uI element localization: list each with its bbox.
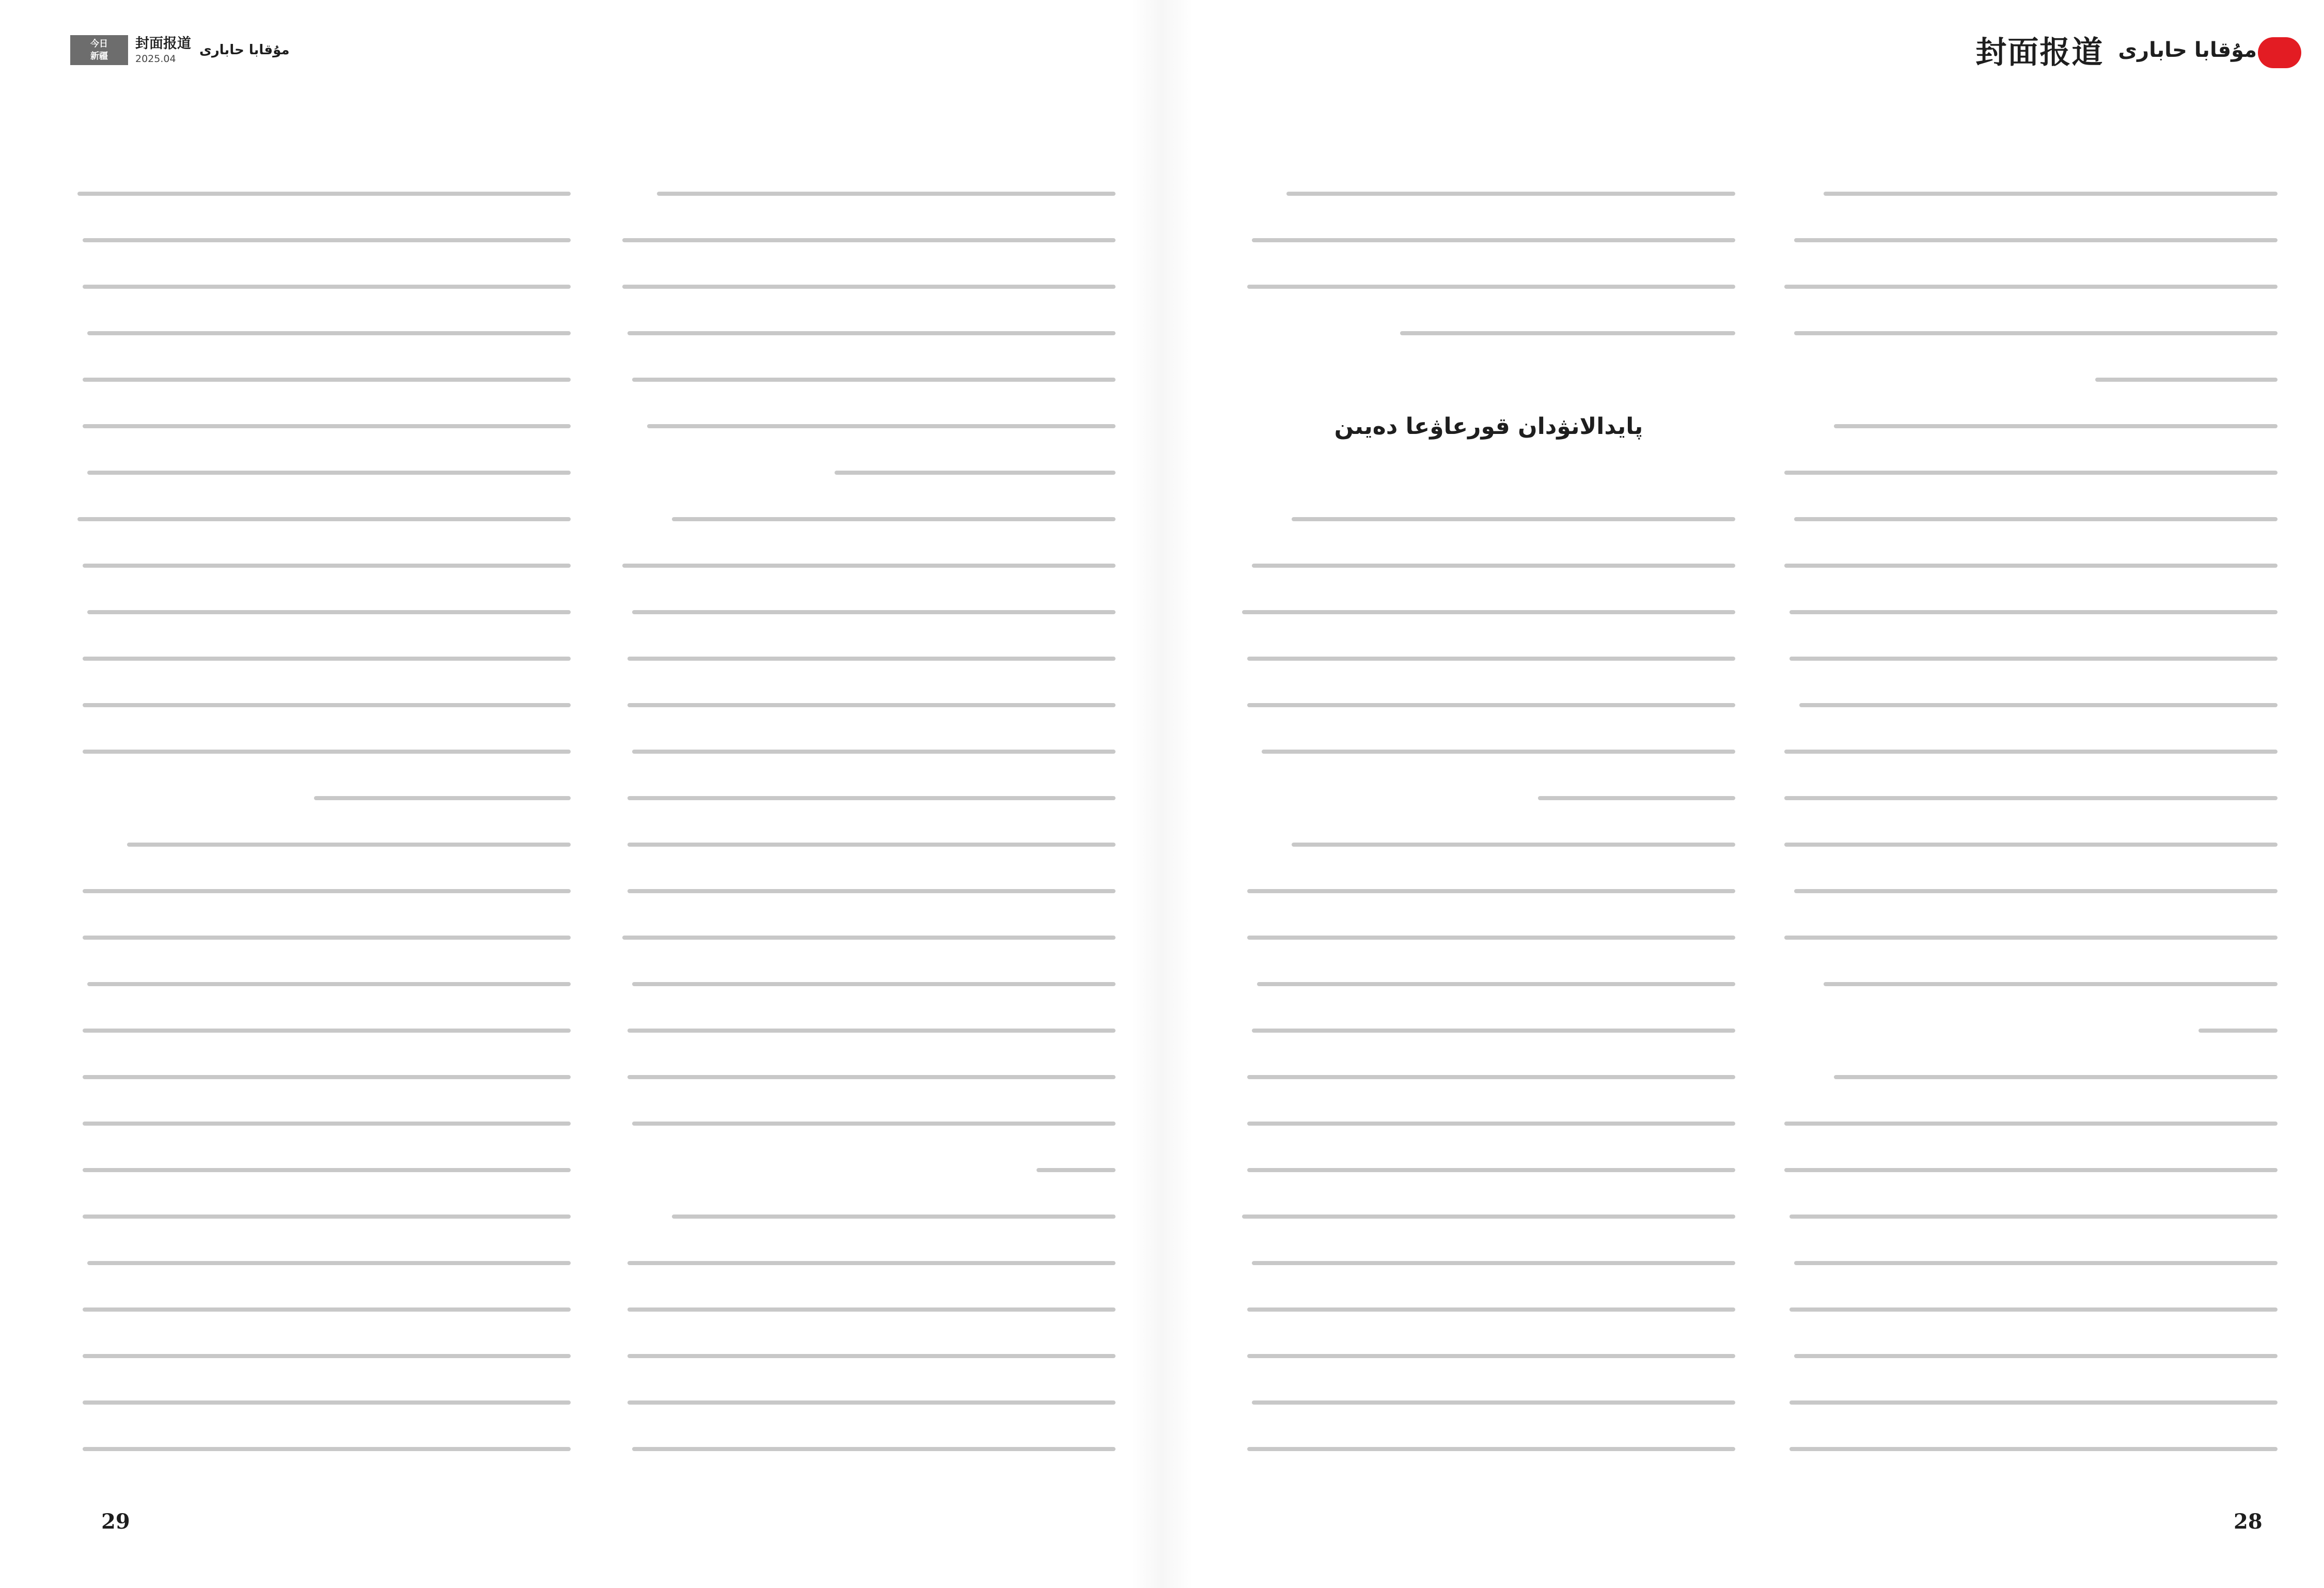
- magazine-logo-line1: 今日: [90, 39, 108, 49]
- paragraph: [1784, 170, 2278, 403]
- header-right-section-name: مۇقابا حاباری: [2118, 38, 2257, 62]
- page-number-right: 28: [2234, 1509, 2263, 1534]
- spacer: [1242, 356, 1735, 403]
- header-left-section-name: مۇقابا حاباری: [199, 42, 290, 58]
- paragraph-text: [1784, 170, 2278, 403]
- paragraph-text: [1784, 1054, 2278, 1493]
- paragraph: [1242, 821, 1735, 1493]
- paragraph-text: [622, 170, 1116, 496]
- paragraph-text: [622, 1193, 1116, 1493]
- issue-date: 2025.04: [135, 53, 176, 65]
- section-heading: [1242, 403, 1735, 449]
- header-right-section-title: 封面报道: [1975, 35, 2104, 71]
- section-heading-text: پايدالانۋدان قورعاۋعا دەيىن: [1334, 413, 1643, 440]
- spread-gutter: [1131, 0, 1193, 1588]
- paragraph: [1784, 1054, 2278, 1493]
- paragraph-text: [1242, 821, 1735, 1493]
- paragraph: [1242, 496, 1735, 821]
- paragraph: [622, 1193, 1116, 1493]
- running-header-right: [1975, 32, 2280, 71]
- paragraph: [1242, 170, 1735, 356]
- header-left-title: [135, 35, 191, 65]
- paragraph-text: [77, 170, 571, 821]
- paragraph-text: [622, 496, 1116, 1193]
- text-column-1: [1784, 170, 2278, 1493]
- paragraph-text: [1784, 403, 2278, 1054]
- spacer: [1242, 449, 1735, 496]
- page-number-left: 29: [101, 1509, 130, 1534]
- header-red-tab: [2258, 37, 2301, 68]
- paragraph: [1784, 403, 2278, 1054]
- paragraph: [77, 821, 571, 1493]
- paragraph-text: [1242, 496, 1735, 821]
- paragraph: [77, 170, 571, 821]
- text-column-4: [77, 170, 571, 1493]
- text-column-2: [1242, 170, 1735, 1493]
- magazine-logo: [70, 35, 128, 65]
- running-header-left: [70, 32, 290, 68]
- paragraph: [622, 170, 1116, 496]
- magazine-logo-line2: 新疆: [90, 51, 108, 61]
- text-column-3: [622, 170, 1116, 1493]
- paragraph-text: [1242, 170, 1735, 356]
- paragraph: [622, 496, 1116, 1193]
- header-left-section-title: 封面报道: [135, 36, 191, 52]
- paragraph-text: [77, 821, 571, 1493]
